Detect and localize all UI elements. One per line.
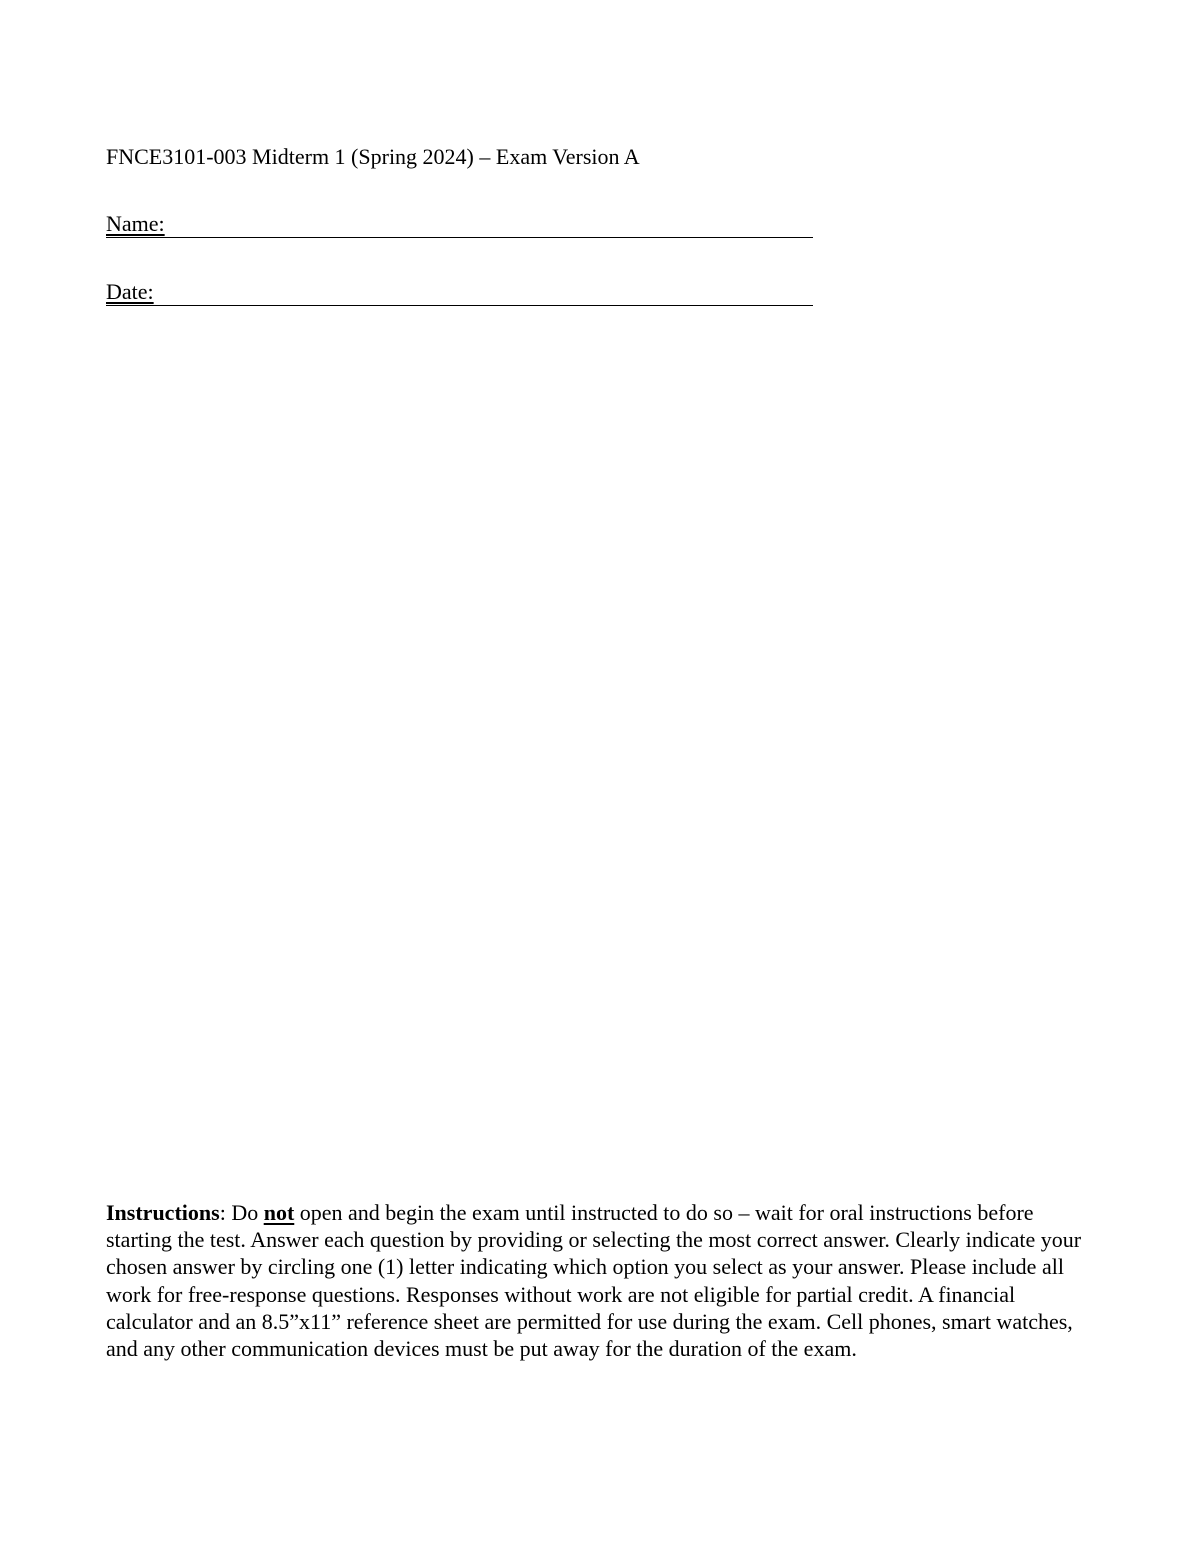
instructions-lead: Do: [225, 1200, 264, 1225]
exam-title: FNCE3101-003 Midterm 1 (Spring 2024) – Exam Version A: [106, 144, 640, 169]
instructions-heading: Instructions: [106, 1200, 220, 1225]
name-field[interactable]: [106, 211, 813, 238]
instructions-body: open and begin the exam until instructed to do so – wait for oral instructions before starting the test. Answer each question by providing or selecting the most correct answer. Clearly indicate your chosen answer by circling one (1) letter indicating which option you select as your answer. Please include all work for free-response questions. Responses without work are not eligible for partial credit. A financial calculator and an 8.5”x11” reference sheet are permitted for use during the exam. Cell phones, smart watches, and any other communication devices must be put away for the duration of the exam.: [106, 1200, 1082, 1362]
date-field[interactable]: [106, 279, 813, 306]
name-label: Name:: [106, 211, 165, 236]
instructions-emphasis: not: [263, 1200, 295, 1225]
instructions-colon: :: [219, 1200, 226, 1225]
instructions-paragraph: [106, 1199, 1102, 1362]
date-label: Date:: [106, 279, 154, 304]
